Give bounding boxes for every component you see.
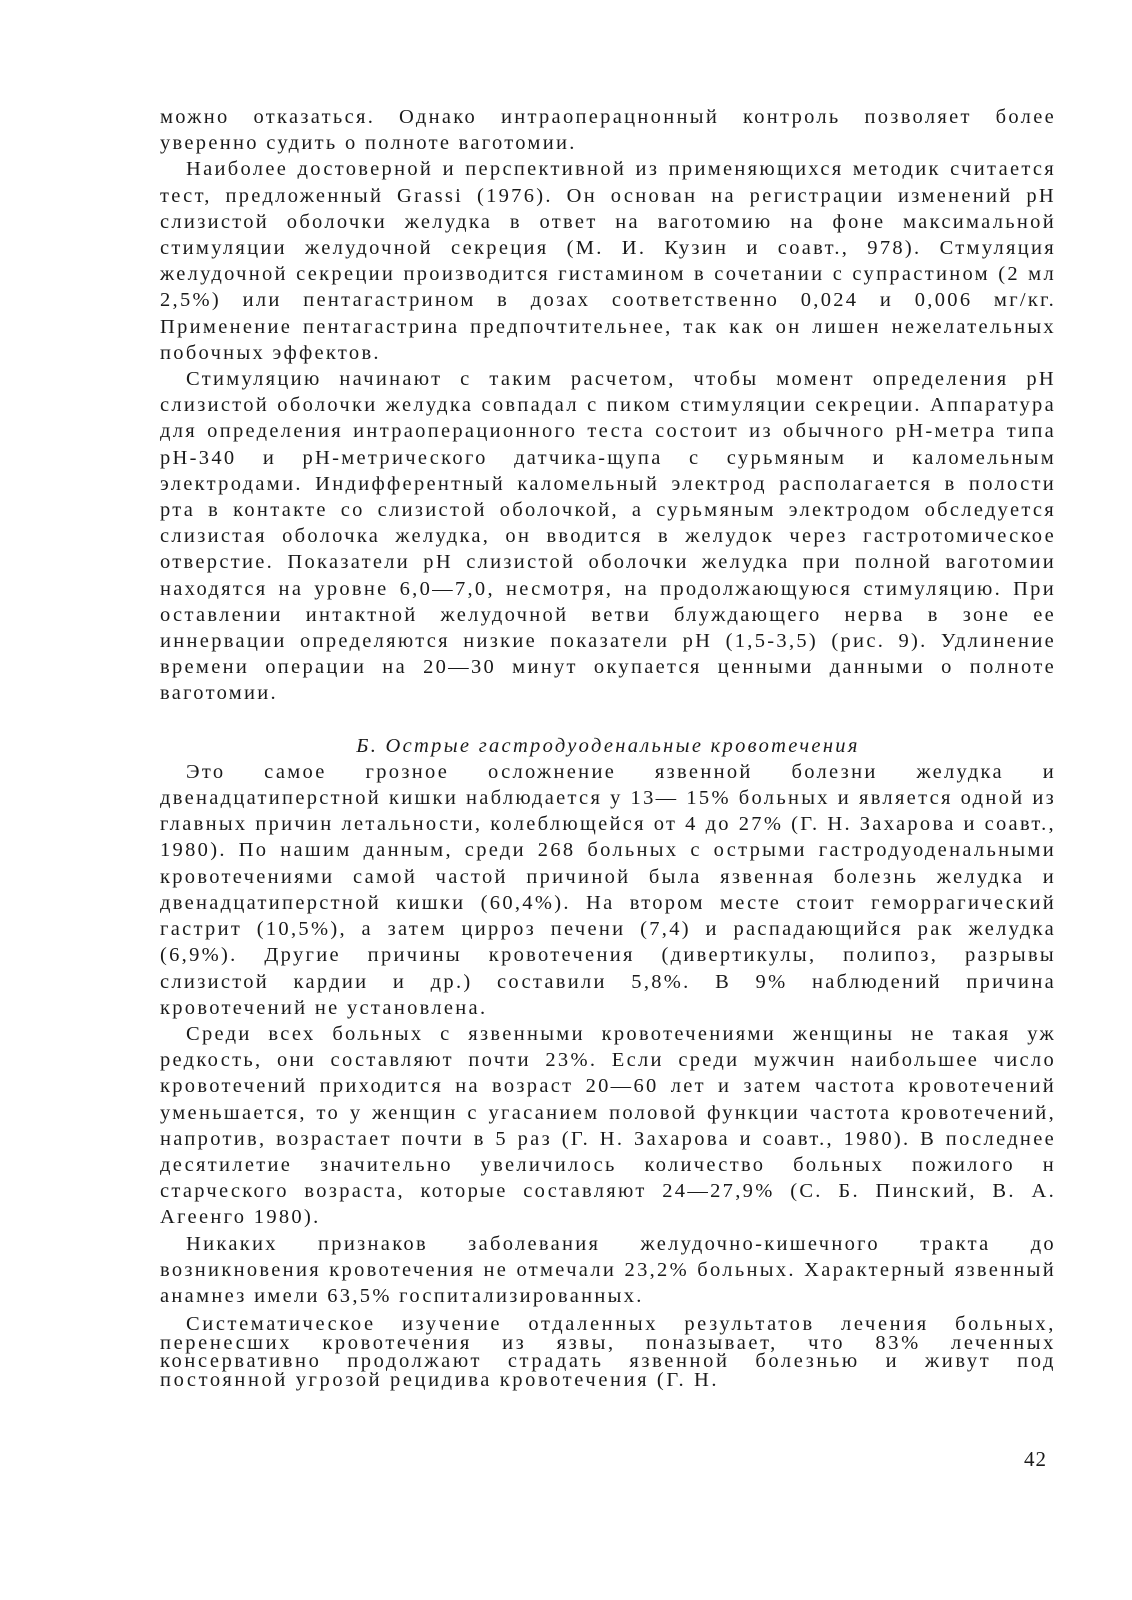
section-heading: Б. Острые гастродуоденальные кровотечения: [356, 734, 860, 757]
paragraph: можно отказаться. Однако интраоперацнонный контроль позволяет более уверенно судить о полноте ваготомии.: [160, 106, 1056, 155]
paragraph: Это самое грозное осложнение язвенной болезни желудка и двенадцатиперстной кишки наблюдается у 13— 15% больных и является одной из главных причин летальности, колеблющейся от 4 до 27% (Г. Н. Захарова и соавт., 1980). По нашим данным, среди 268 больных с острыми гастродуоденальными кровотечениями самой частой причиной была язвенная болезнь желудка и двенадцатиперстной кишки (60,4%). На втором месте стоит геморрагический гастрит (10,5%), а затем цирроз печени (7,4) и распадающийся рак желудка (6,9%). Другие причины кровотечения (дивертикулы, полипоз, разрывы слизистой кардии и др.) составили 5,8%. В 9% наблюдений причина кровотечений не установлена.: [160, 760, 1056, 1019]
paragraph: Никаких признаков заболевания желудочно-кишечного тракта до возникновения кровотечения не отмечали 23,2% больных. Характерный язвенный анамнез имели 63,5% госпитализированных.: [160, 1232, 1056, 1307]
paragraph: Наиболее достоверной и перспективной из применяющихся методик считается тест, предложенный Grassi (1976). Он основан на регистрации изменений рН слизистой оболочки желудка в ответ на ваготомию на фоне максимальной стимуляции желудочной секреция (М. И. Кузин и соавт., 978). Стмуляция желудочной секреции производится гистамином в сочетании с супрастином (2 мл 2,5%) или пентагастрином в дозах соответственно 0,024 и 0,006 мг/кг. Применение пентагастрина предпочтительнее, так как он лишен нежелательных побочных эффектов.: [160, 158, 1056, 364]
paragraph: Стимуляцию начинают с таким расчетом, чтобы момент определения рН слизистой оболочки желудка совпадал с пиком стимуляции секреции. Аппаратура для определения интраоперационного теста состоит из обычного рН-метра типа рН-340 и рН-метрического датчика-щупа с сурьмяным и каломельным электродами. Индифферентный каломельный электрод располагается в полости рта в контакте со слизистой оболочкой, а сурьмяным электродом обследуется слизистая оболочка желудка, он вводится в желудок через гастротомическое отверстие. Показатели рН слизистой оболочки желудка при полной ваготомии находятся на уровне 6,0—7,0, несмотря, на продолжающуюся стимуляцию. При оставлении интактной желудочной ветви блуждающего нерва в зоне ее иннервации определяются низкие показатели рН (1,5-3,5) (рис. 9). Удлинение времени операции на 20—30 минут окупается ценными данными о полноте ваготомии.: [160, 368, 1056, 705]
paragraph: Среди всех больных с язвенными кровотечениями женщины не такая уж редкость, они составляют почти 23%. Если среди мужчин наибольшее число кровотечений приходится на возраст 20—60 лет и затем частота кровотечений уменьшается, то у женщин с угасанием половой функции частота кровотечений, напротив, возрастает почти в 5 раз (Г. Н. Захарова и соавт., 1980). В последнее десятилетие значительно увеличилось количество больных пожилого н старческого возраста, которые составляют 24—27,9% (С. Б. Пинский, В. А. Агеенго 1980).: [160, 1022, 1056, 1229]
page-body: [160, 104, 1056, 1389]
page-number: 42: [1024, 1447, 1047, 1471]
paragraph: Систематическое изучение отдаленных результатов лечения больных, перенесших кровотечения из язвы, поназывает, что 83% леченных консервативно продолжают страдать язвенной болезнью и живут под постоянной угрозой рецидива кровотечения (Г. Н.: [160, 1313, 1056, 1391]
